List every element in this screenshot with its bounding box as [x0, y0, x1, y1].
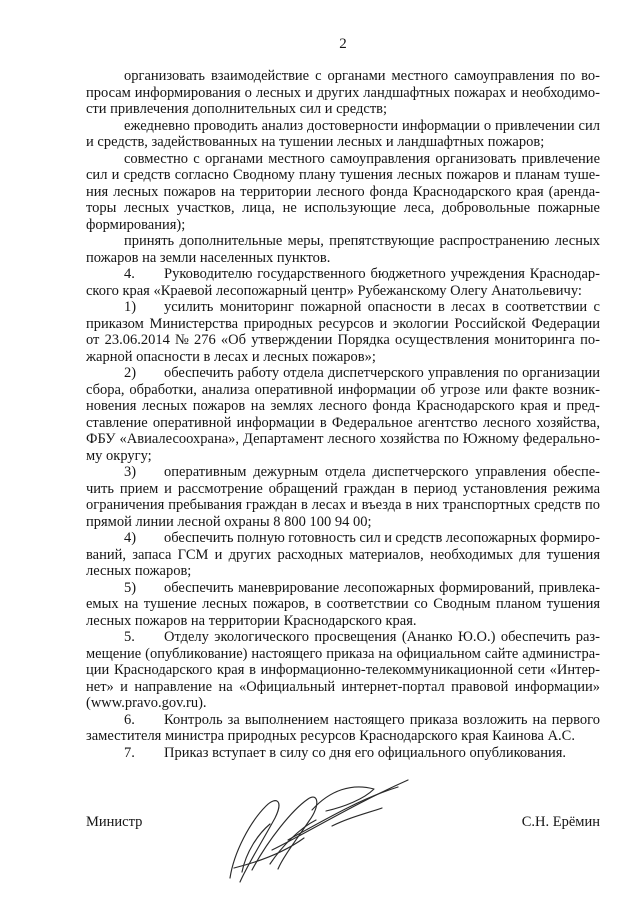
line-text: Отделу экологического просвещения (Ананко Ю.О.) обеспечить раз-: [164, 629, 600, 645]
text-line: [86, 332, 600, 349]
text-line: [86, 167, 600, 184]
text-line: [86, 217, 600, 234]
text-line: [86, 530, 600, 547]
paragraph-interaction: [86, 68, 600, 118]
line-text: ния лесных пожаров на территории лесного фонда Краснодарского края (аренда-: [86, 183, 600, 200]
text-line: [86, 349, 600, 366]
text-line: [86, 200, 600, 217]
text-line: [86, 184, 600, 201]
line-text: ции Краснодарского края в информационно-телекоммуникационной сети «Интер-: [86, 662, 600, 678]
clause-7: [86, 745, 600, 762]
line-text: Контроль за выполнением настоящего приказа возложить на первого: [164, 711, 600, 728]
paragraph-additional-measures: [86, 233, 600, 266]
line-text: обеспечить маневрирование лесопожарных формирований, привлека-: [164, 579, 600, 596]
item-number: 6.: [124, 711, 135, 728]
item-number: 7.: [124, 744, 135, 761]
line-text: ФБУ «Авиалесоохрана», Департамент лесного хозяйства по Южному федерально-: [86, 431, 600, 447]
line-text: торы лесных участков, лица, не использующие леса, добровольные пожарные: [86, 200, 600, 216]
line-text: пожаров на земли населенных пунктов.: [86, 249, 331, 266]
line-text: ского края «Краевой лесопожарный центр» Рубежанскому Олегу Анатольевичу:: [86, 282, 582, 299]
line-text: лесных пожаров на территории Краснодарского края.: [86, 612, 417, 629]
text-line: [86, 679, 600, 696]
subclause-2: [86, 365, 600, 464]
text-line: [86, 365, 600, 382]
text-line: [86, 646, 600, 663]
clause-6: [86, 712, 600, 745]
line-text: емых на тушение лесных пожаров, в соответствии со Сводным планом тушения: [86, 596, 600, 612]
line-text: Руководителю государственного бюджетного учреждения Краснодар-: [164, 266, 600, 282]
document-body: [86, 68, 600, 761]
text-line: [86, 68, 600, 85]
signatory-role: Министр: [86, 814, 143, 830]
text-line: [86, 547, 600, 564]
paragraph-joint-organization: [86, 151, 600, 234]
line-text: обеспечить работу отдела диспетчерского управления по организации: [164, 365, 600, 381]
line-text: сбора, обработки, анализа оперативной информации об угрозе или факте возник-: [86, 381, 600, 398]
line-text: жарной опасности в лесах и лесных пожаров»;: [86, 348, 376, 365]
item-number: 1): [124, 299, 137, 315]
line-text: Приказ вступает в силу со дня его официального опубликования.: [164, 744, 567, 761]
line-text: мещение (опубликование) настоящего приказа на официальном сайте администра-: [86, 645, 600, 662]
line-text: ставление оперативной информации в Федеральное агентство лесного хозяйства,: [86, 414, 600, 431]
text-line: [86, 134, 600, 151]
line-text: оперативным дежурным отдела диспетчерского управления обеспе-: [164, 464, 600, 480]
line-text: прямой линии лесной охраны 8 800 100 94 00;: [86, 513, 372, 530]
text-line: [86, 448, 600, 465]
text-line: [86, 712, 600, 729]
item-number: 5.: [124, 629, 135, 645]
item-number: 5): [124, 579, 137, 596]
item-number: 2): [124, 365, 137, 381]
line-text: нет» и направление на «Официальный интернет-портал правовой информации»: [86, 678, 600, 695]
text-line: [86, 728, 600, 745]
subclause-4: [86, 530, 600, 580]
text-line: [86, 481, 600, 498]
text-line: [86, 563, 600, 580]
text-line: [86, 580, 600, 597]
line-text: и средств, задействованных на тушении лесных и ландшафтных пожаров;: [86, 134, 545, 150]
text-line: [86, 464, 600, 481]
item-number: 4.: [124, 266, 135, 282]
line-text: лесных пожаров;: [86, 563, 192, 579]
line-text: формирования);: [86, 216, 186, 233]
line-text: сил и средств согласно Сводному плану тушения лесных пожаров и планам туше-: [86, 167, 600, 183]
text-line: [86, 151, 600, 168]
text-line: [86, 398, 600, 415]
line-text: (www.pravo.gov.ru).: [86, 695, 207, 711]
text-line: [86, 629, 600, 646]
line-text: организовать взаимодействие с органами местного самоуправления по во-: [124, 68, 600, 84]
line-text: ограничения пребывания граждан в лесах и въезда в них транспортных средств по: [86, 497, 600, 513]
text-line: [86, 431, 600, 448]
text-line: [86, 266, 600, 283]
line-text: просам информирования о лесных и других ландшафтных пожарах и необходимо-: [86, 84, 600, 101]
line-text: приказом Министерства природных ресурсов и экологии Российской Федерации: [86, 315, 600, 332]
text-line: [86, 316, 600, 333]
line-text: принять дополнительные меры, препятствующие распространению лесных: [124, 233, 600, 249]
item-number: 4): [124, 530, 137, 546]
line-text: заместителя министра природных ресурсов Краснодарского края Каинова А.С.: [86, 728, 575, 744]
line-text: ежедневно проводить анализ достоверности информации о привлечении сил: [124, 117, 600, 134]
text-line: [86, 85, 600, 102]
text-line: [86, 514, 600, 531]
page-number: 2: [339, 36, 347, 52]
signatory-name: С.Н. Ерёмин: [521, 814, 600, 830]
text-line: [86, 613, 600, 630]
text-line: [86, 497, 600, 514]
text-line: [86, 745, 600, 762]
line-text: обеспечить полную готовность сил и средств лесопожарных формиро-: [164, 530, 600, 546]
line-text: му округу;: [86, 447, 152, 464]
text-line: [86, 662, 600, 679]
text-line: [86, 250, 600, 267]
text-line: [86, 596, 600, 613]
line-text: усилить мониторинг пожарной опасности в лесах в соответствии с: [164, 299, 600, 315]
line-text: совместно с органами местного самоуправления организовать привлечение: [124, 150, 600, 167]
text-line: [86, 382, 600, 399]
line-text: от 23.06.2014 № 276 «Об утверждении Порядка осуществления мониторинга по-: [86, 332, 600, 348]
line-text: новения лесных пожаров на землях лесного фонда Краснодарского края и пред-: [86, 398, 600, 414]
subclause-1: [86, 299, 600, 365]
line-text: сти привлечения дополнительных сил и средств;: [86, 101, 388, 117]
text-line: [86, 101, 600, 118]
text-line: [86, 415, 600, 432]
subclause-5: [86, 580, 600, 630]
text-line: [86, 283, 600, 300]
text-line: [86, 299, 600, 316]
text-line: [86, 695, 600, 712]
clause-5: [86, 629, 600, 712]
line-text: чить прием и рассмотрение обращений граждан в период установления режима: [86, 480, 600, 497]
paragraph-daily-analysis: [86, 118, 600, 151]
line-text: ваний, запаса ГСМ и других расходных материалов, необходимых для тушения: [86, 546, 600, 563]
subclause-3: [86, 464, 600, 530]
text-line: [86, 118, 600, 135]
handwritten-signature: [212, 768, 412, 890]
item-number: 3): [124, 464, 137, 480]
clause-4: [86, 266, 600, 299]
text-line: [86, 233, 600, 250]
